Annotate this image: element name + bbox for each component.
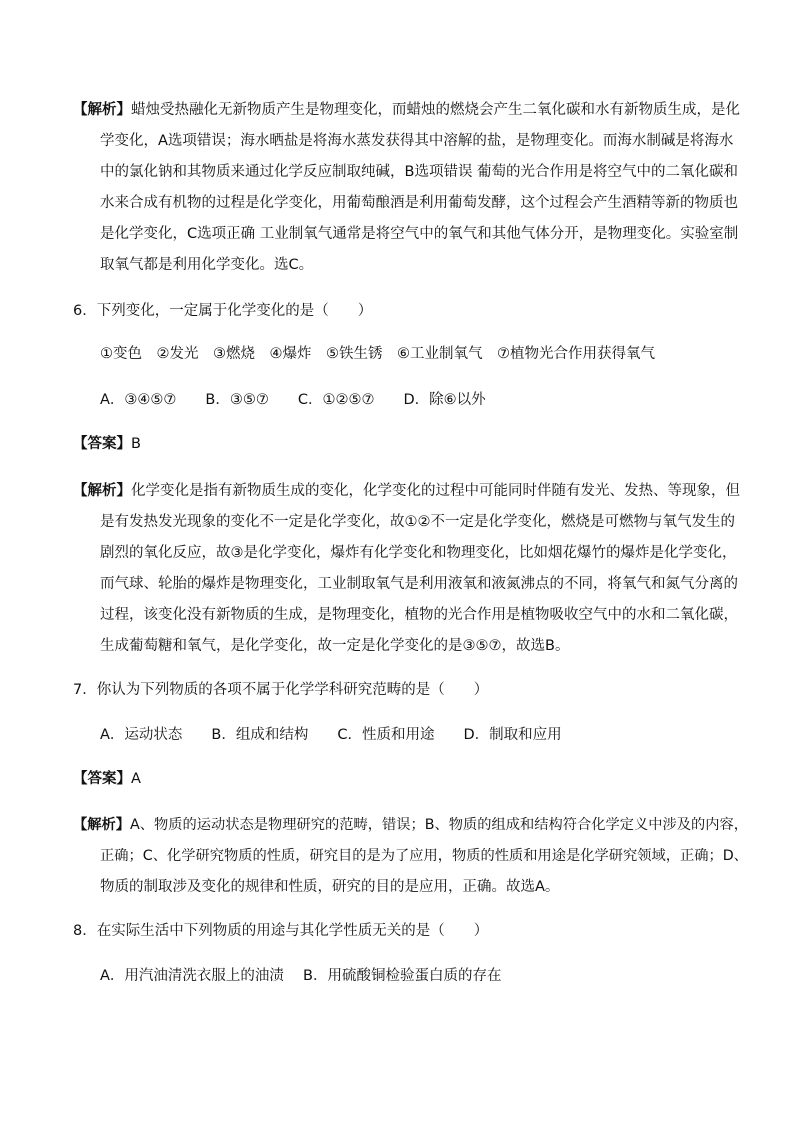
question-8-stem: 8．在实际生活中下列物质的用途与其化学性质无关的是（ ）: [73, 923, 489, 939]
explanation-line: 是化学变化，C选项正确 工业制氧气通常是将空气中的氧气和其他气体分开，是物理变化。实验室制: [100, 226, 739, 242]
explanation-line: 取氧气都是利用化学变化。选C。: [100, 257, 314, 273]
question-7-answer: [73, 769, 141, 789]
explanation-line: 【解析】化学变化是指有新物质生成的变化，化学变化的过程中可能同时伴随有发光、发热、等现象，但: [73, 483, 740, 499]
question-8-options: A．用汽油清洗衣服上的油渍 B．用硫酸铜检验蛋白质的存在: [100, 968, 502, 984]
explanation-line: 剧烈的氧化反应，故③是化学变化，爆炸有化学变化和物理变化，比如烟花爆竹的爆炸是化学变化，: [100, 545, 737, 561]
answer-value: A: [131, 771, 141, 787]
answer-label: 【答案】: [73, 436, 131, 452]
explanation-line: 学变化，A选项错误；海水晒盐是将海水蒸发获得其中溶解的盐，是物理变化。而海水制碱是将海水: [100, 133, 734, 149]
question-6-stem: 6．下列变化，一定属于化学变化的是（ ）: [73, 303, 373, 319]
explanation-line: 生成葡萄糖和氧气，是化学变化，故一定是化学变化的是③⑤⑦，故选B。: [100, 638, 570, 654]
question-7-stem: 7．你认为下列物质的各项不属于化学学科研究范畴的是（ ）: [73, 682, 489, 698]
explanation-line: 是有发热发光现象的变化不一定是化学变化，故①②不一定是化学变化，燃烧是可燃物与氧气发生的: [100, 514, 735, 530]
question-6-options: A．③④⑤⑦ B．③⑤⑦ C．①②⑤⑦ D．除⑥以外: [100, 392, 486, 408]
explanation-line: 中的氯化钠和其物质来通过化学反应制取纯碱，B选项错误 葡萄的光合作用是将空气中的二氧化碳和: [100, 164, 739, 180]
explanation-label: 【解析】: [73, 102, 131, 118]
explanation-line: 【解析】蜡烛受热融化无新物质产生是物理变化，而蜡烛的燃烧会产生二氧化碳和水有新物质生成，是化: [73, 102, 740, 118]
question-6-answer: [73, 434, 141, 454]
answer-label: 【答案】: [73, 771, 131, 787]
question-7-options: A．运动状态 B．组成和结构 C．性质和用途 D．制取和应用: [100, 727, 562, 743]
explanation-line: 【解析】A、物质的运动状态是物理研究的范畴，错误；B、物质的组成和结构符合化学定义中涉及的内容，: [73, 817, 749, 833]
explanation-line: 正确；C、化学研究物质的性质，研究目的是为了应用，物质的性质和用途是化学研究领域，正确；D、: [100, 848, 748, 864]
explanation-line: 而气球、轮胎的爆炸是物理变化，工业制取氧气是利用液氧和液氮沸点的不同，将氧气和氮气分离的: [100, 576, 738, 592]
question-6-items: ①变色 ②发光 ③燃烧 ④爆炸 ⑤铁生锈 ⑥工业制氧气 ⑦植物光合作用获得氧气: [100, 346, 655, 362]
explanation-label: 【解析】: [73, 483, 131, 499]
answer-value: B: [131, 436, 141, 452]
explanation-line: 过程，该变化没有新物质的生成，是物理变化，植物的光合作用是植物吸收空气中的水和二氧化碳，: [100, 607, 738, 623]
explanation-label: 【解析】: [73, 817, 131, 833]
explanation-line: 物质的制取涉及变化的规律和性质，研究的目的是应用，正确。故选A。: [100, 879, 560, 895]
explanation-line: 水来合成有机物的过程是化学变化，用葡萄酿酒是利用葡萄发酵，这个过程会产生酒精等新的物质也: [100, 195, 738, 211]
